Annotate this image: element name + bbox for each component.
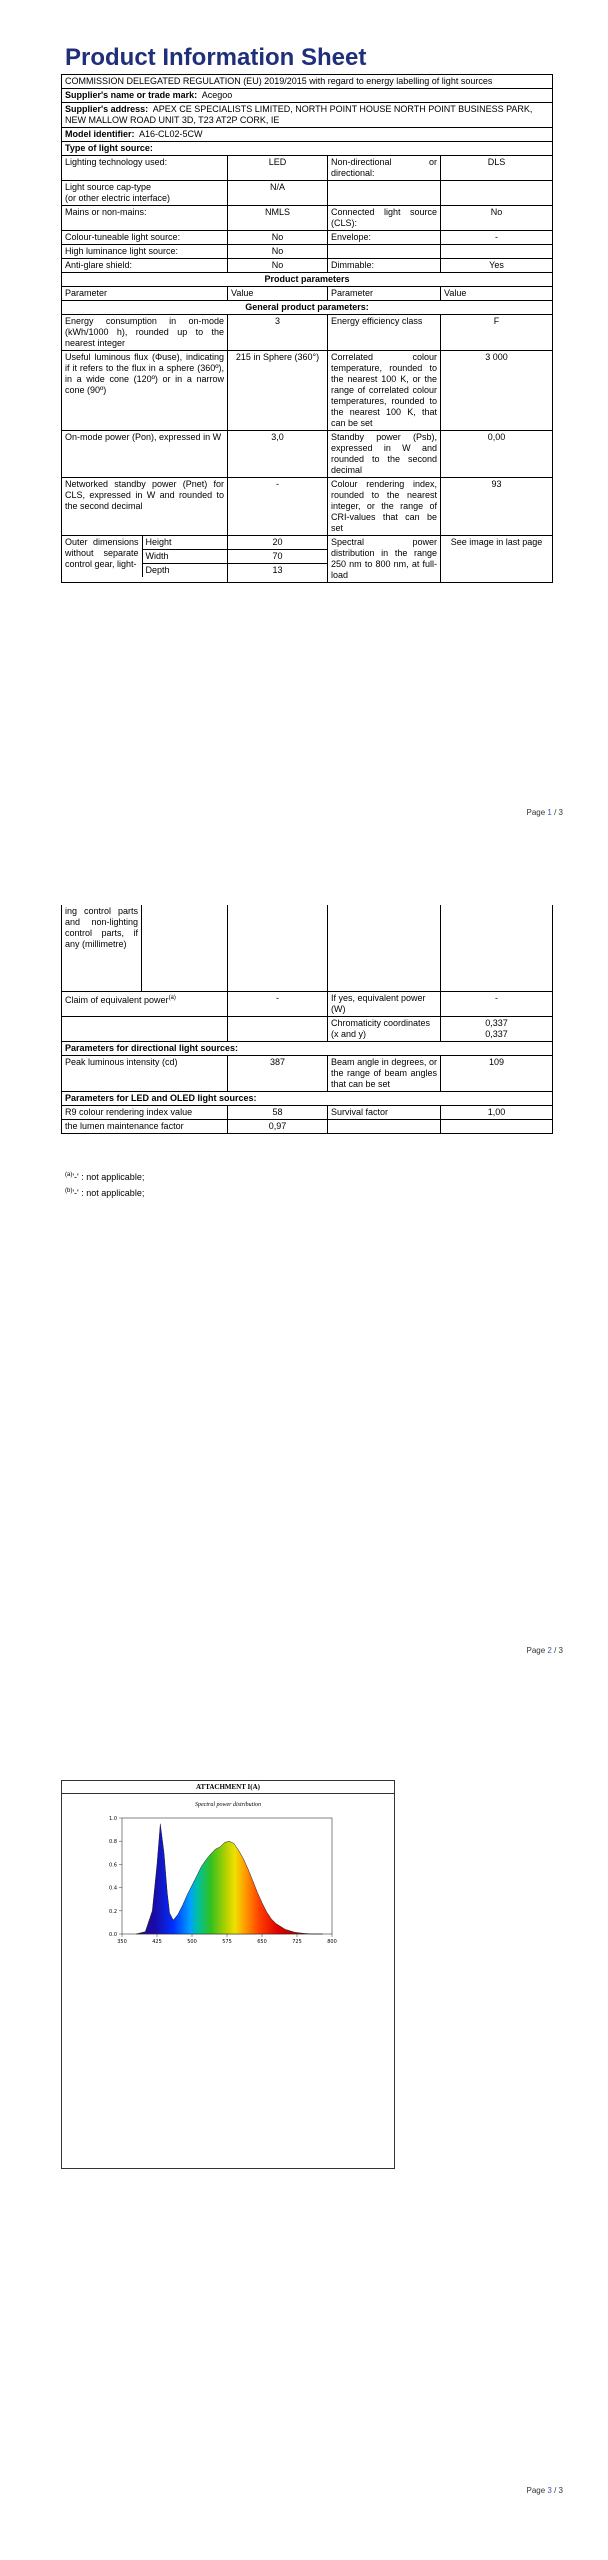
type-value: DLS (441, 156, 553, 181)
x-tick-label: 650 (257, 1939, 267, 1945)
param-label: the lumen maintenance factor (62, 1119, 228, 1133)
page-number: Page 1 / 3 (526, 808, 563, 817)
param-label: Peak luminous intensity (cd) (62, 1055, 228, 1091)
dimensions-label-cont: ing control parts and non-lighting control parts, if any (millimetre) (62, 905, 142, 991)
param-label: Useful luminous flux (Φuse), indicating if it refers to the flux in a sphere (360º), in a wide cone (120º) or in a narrow cone (90º) (62, 351, 228, 431)
model-identifier-row: Model identifier: A16-CL02-5CW (62, 128, 553, 142)
param-label: Networked standby power (Pnet) for CLS, expressed in W and rounded to the second decimal (62, 478, 228, 536)
column-header: Parameter (62, 287, 228, 301)
spd-label: Spectral power distribution in the range 250 nm to 800 nm, at full-load (328, 536, 441, 583)
type-label: Non-directional or directional: (328, 156, 441, 181)
dimension-key: Depth (145, 565, 170, 575)
page-number: Page 3 / 3 (526, 2486, 563, 2495)
param-label: Beam angle in degrees, or the range of beam angles that can be set (328, 1055, 441, 1091)
param-label: Energy efficiency class (328, 315, 441, 351)
x-tick-label: 425 (152, 1939, 162, 1945)
param-value: 3 000 (441, 351, 553, 431)
param-value: 93 (441, 478, 553, 536)
type-label: Envelope: (328, 231, 441, 245)
footnote-b: $^{(b)}$'-' : not applicable; (65, 1188, 145, 1198)
param-value: 387 (228, 1055, 328, 1091)
chart-title: Spectral power distribution (195, 1802, 261, 1808)
supplier-address-row: Supplier's address: APEX CE SPECIALISTS LIMITED, NORTH POINT HOUSE NORTH POINT BUSINESS PARK, NEW MALLOW ROAD UNIT 3D, T23 AT2P CORK, IE (62, 103, 553, 128)
type-heading: Type of light source: (62, 142, 553, 156)
equiv-power-value-2: - (441, 991, 553, 1016)
param-value: 3 (228, 315, 328, 351)
footnote-a: $^{(a)}$'-' : not applicable; (65, 1172, 145, 1182)
x-tick-label: 800 (327, 1939, 337, 1945)
y-tick-label: 1.0 (109, 1816, 117, 1822)
param-value: F (441, 315, 553, 351)
type-label: Anti-glare shield: (62, 259, 228, 273)
directional-heading: Parameters for directional light sources: (62, 1041, 553, 1055)
y-tick-label: 0.8 (109, 1839, 117, 1846)
attachment-box (61, 1780, 395, 2169)
type-label: Connected light source (CLS): (328, 206, 441, 231)
equiv-power-label: Claim of equivalent power$^{(a)}$ (62, 991, 228, 1016)
dimension-key: Width (142, 550, 227, 564)
y-tick-label: 0.6 (109, 1862, 117, 1869)
page-2 (0, 860, 608, 1720)
y-tick-label: 0.2 (109, 1908, 117, 1915)
type-value: LED (228, 156, 328, 181)
type-value: No (228, 259, 328, 273)
info-table-part-1 (61, 40, 552, 583)
type-value: N/A (228, 181, 328, 206)
param-value: 3,0 (228, 431, 328, 478)
param-value: 109 (441, 1055, 553, 1091)
type-label: Lighting technology used: (62, 156, 228, 181)
equiv-power-label-2: If yes, equivalent power (W) (328, 991, 441, 1016)
param-label: Survival factor (328, 1105, 441, 1119)
param-label: Standby power (Psb), expressed in W and rounded to the second decimal (328, 431, 441, 478)
type-label: Mains or non-mains: (62, 206, 228, 231)
column-header: Value (441, 287, 553, 301)
x-tick-label: 350 (117, 1939, 127, 1945)
param-value: 1,00 (441, 1105, 553, 1119)
spd-area (136, 1824, 323, 1934)
type-label: Light source cap-type (or other electric interface) (62, 181, 228, 206)
type-value: No (228, 231, 328, 245)
param-value: 58 (228, 1105, 328, 1119)
param-label: Energy consumption in on-mode (kWh/1000 h), rounded up to the nearest integer (62, 315, 228, 351)
type-value: Yes (441, 259, 553, 273)
param-value: 215 in Sphere (360°) (228, 351, 328, 431)
attachment-title: ATTACHMENT I(A) (62, 1781, 394, 1794)
dimension-values: 20 70 13 (228, 536, 328, 583)
spectral-chart (62, 1808, 394, 1948)
page-1 (0, 0, 608, 860)
type-value: - (441, 231, 553, 245)
dimensions-cell (62, 536, 228, 583)
type-value: No (228, 245, 328, 259)
y-tick-label: 0.0 (109, 1932, 117, 1938)
column-header: Value (228, 287, 328, 301)
param-label: Correlated colour temperature, rounded to the nearest 100 K, or the range of correlated colour temperatures, rounded to the nearest 100 K, that can be set (328, 351, 441, 431)
product-params-heading: Product parameters (62, 273, 553, 287)
param-label: R9 colour rendering index value (62, 1105, 228, 1119)
dimensions-label: Outer dimensions without separate control gear, light- (62, 536, 142, 577)
param-value: 0,00 (441, 431, 553, 478)
type-label: Dimmable: (328, 259, 441, 273)
chromaticity-value: 0,337 0,337 (441, 1016, 553, 1041)
y-tick-label: 0.4 (109, 1885, 117, 1892)
x-tick-label: 575 (222, 1939, 232, 1945)
x-tick-label: 500 (187, 1939, 197, 1945)
page-title: Product Information Sheet (65, 44, 367, 71)
dimension-key: Height (142, 536, 227, 550)
general-heading: General product parameters: (62, 301, 553, 315)
type-label: Colour-tuneable light source: (62, 231, 228, 245)
supplier-name-row: Supplier's name or trade mark: Acegoo (62, 89, 553, 103)
regulation-text: COMMISSION DELEGATED REGULATION (EU) 2019/2015 with regard to energy labelling of light sources (62, 75, 553, 89)
led-heading: Parameters for LED and OLED light sources: (62, 1091, 553, 1105)
chromaticity-label: Chromaticity coordinates (x and y) (328, 1016, 441, 1041)
page-number: Page 2 / 3 (526, 1646, 563, 1655)
column-header: Parameter (328, 287, 441, 301)
spd-value: See image in last page (441, 536, 553, 583)
type-value: NMLS (228, 206, 328, 231)
info-table-part-2 (61, 905, 552, 1134)
param-label: Colour rendering index, rounded to the nearest integer, or the range of CRI-values that can be set (328, 478, 441, 536)
param-value: 0,97 (228, 1119, 328, 1133)
type-value: No (441, 206, 553, 231)
x-tick-label: 725 (292, 1939, 302, 1945)
type-label: High luminance light source: (62, 245, 228, 259)
param-label: On-mode power (Pon), expressed in W (62, 431, 228, 478)
param-value: - (228, 478, 328, 536)
equiv-power-value: - (228, 991, 328, 1016)
